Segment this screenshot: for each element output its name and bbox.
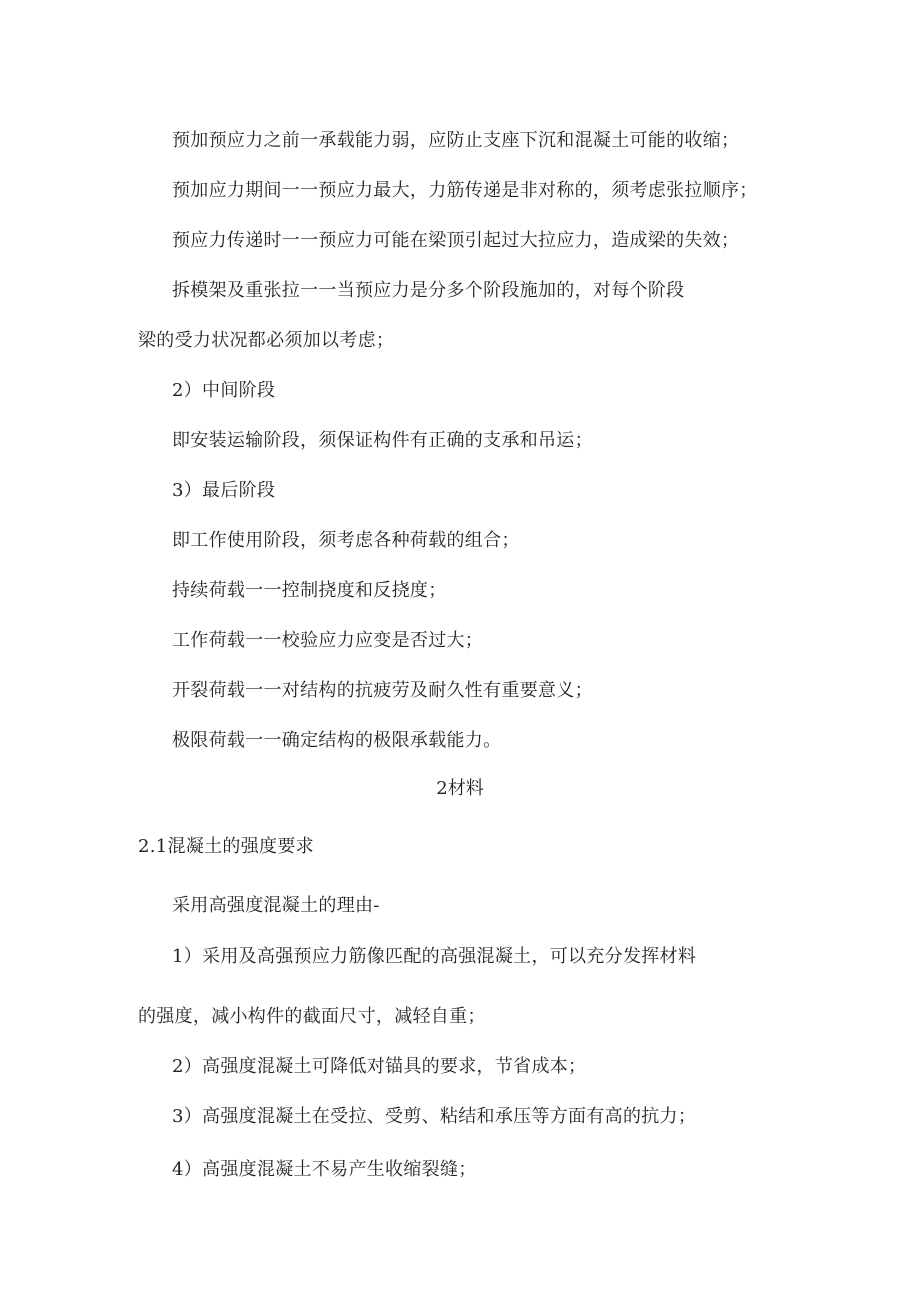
paragraph-line: 2）高强度混凝土可降低对锚具的要求，节省成本； — [172, 1056, 587, 1077]
paragraph-line: 预加预应力之前一承载能力弱，应防止支座下沉和混凝土可能的收缩； — [172, 130, 740, 151]
list-heading: 3）最后阶段 — [172, 480, 276, 501]
paragraph-line: 即安装运输阶段，须保证构件有正确的支承和吊运； — [172, 430, 593, 451]
paragraph-line: 梁的受力状况都必须加以考虑； — [138, 330, 395, 351]
paragraph-line: 工作荷载一一校验应力应变是否过大； — [172, 630, 484, 651]
paragraph-line: 即工作使用阶段，须考虑各种荷载的组合； — [172, 530, 520, 551]
paragraph-line: 拆模架及重张拉一一当预应力是分多个阶段施加的，对每个阶段 — [172, 280, 685, 301]
paragraph-line: 预加应力期间一一预应力最大，力筋传递是非对称的，须考虑张拉顺序； — [172, 180, 758, 201]
paragraph-line: 3）高强度混凝土在受拉、受剪、粘结和承压等方面有高的抗力； — [172, 1106, 697, 1127]
section-heading: 2材料 — [436, 778, 484, 799]
paragraph-line: 预应力传递时一一预应力可能在梁顶引起过大拉应力，造成梁的失效； — [172, 230, 740, 251]
paragraph-line: 1）采用及高强预应力筋像匹配的高强混凝土，可以充分发挥材料 — [172, 946, 697, 967]
paragraph-line: 的强度，减小构件的截面尺寸，减轻自重； — [138, 1006, 486, 1027]
paragraph-line: 开裂荷载一一对结构的抗疲劳及耐久性有重要意义； — [172, 680, 593, 701]
list-heading: 2）中间阶段 — [172, 380, 276, 401]
subsection-heading: 2.1混凝土的强度要求 — [138, 836, 314, 857]
paragraph-line: 极限荷载一一确定结构的极限承载能力。 — [172, 730, 502, 751]
paragraph-line: 持续荷载一一控制挠度和反挠度； — [172, 580, 447, 601]
paragraph-line: 4）高强度混凝土不易产生收缩裂缝； — [172, 1159, 477, 1180]
paragraph-line: 采用高强度混凝土的理由- — [172, 895, 380, 916]
